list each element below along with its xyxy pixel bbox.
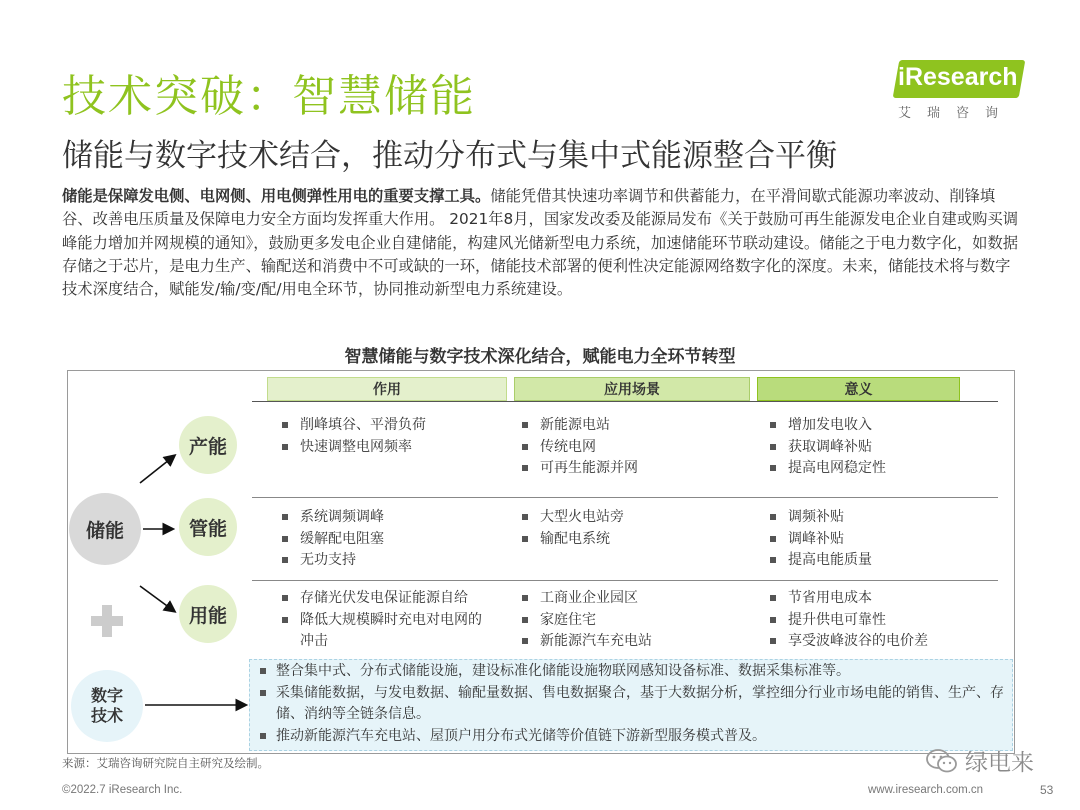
row2-effects: [278, 507, 384, 572]
list-item: 提升供电可靠性: [766, 610, 928, 632]
watermark: [925, 744, 1055, 778]
page-title: 技术突破：智慧储能: [62, 71, 476, 122]
watermark-text: 绿电来: [965, 750, 1034, 776]
list-item: 输配电系统: [518, 529, 624, 551]
list-item: 无功支持: [278, 550, 384, 572]
copyright: ©2022.7 iResearch Inc.: [62, 784, 183, 796]
list-item: 降低大规模瞬时充电对电网的冲击: [278, 610, 493, 653]
intro-paragraph: [62, 185, 1022, 301]
source-note: 来源：艾瑞咨询研究院自主研究及绘制。: [62, 756, 269, 770]
page-number: 53: [1040, 783, 1054, 797]
list-item: 提高电能质量: [766, 550, 872, 572]
list-item: 推动新能源汽车充电站、屋顶户用分布式光储等价值链下游新型服务模式普及。: [258, 726, 1004, 748]
row2-scenarios: [518, 507, 624, 550]
list-item: 新能源电站: [518, 415, 638, 437]
list-item: 获取调峰补贴: [766, 437, 886, 459]
header-divider: [252, 401, 998, 402]
list-item: 新能源汽车充电站: [518, 631, 652, 653]
website-link[interactable]: www.iresearch.com.cn: [868, 784, 984, 796]
digital-node-line1: 数字: [90, 686, 123, 705]
column-header-significance: 意义: [757, 377, 960, 401]
row1-effects: [278, 415, 426, 458]
digital-node-line2: 技术: [90, 706, 123, 725]
digital-tech-box: [249, 659, 1013, 751]
digital-tech-node: [71, 670, 143, 742]
list-item: 系统调频调峰: [278, 507, 384, 529]
intro-lead: 储能是保障发电侧、电网侧、用电侧弹性用电的重要支撑工具。: [62, 187, 491, 205]
row-divider-2: [252, 580, 998, 581]
intro-body: 储能凭借其快速功率调节和供蓄能力，在平滑间歇式能源功率波动、削锋填谷、改善电压质量及保障电力安全方面均发挥重大作用。 2021年8月，国家发改委及能源局发布《关于鼓励可再生能源发电企业自建或购买调峰能力增加并网规模的通知》，鼓励更多发电企业自建储能，构建风光储新型电力系统，加速储能环节联动建设。储能之于电力数字化，如数据存储之于芯片，是电力生产、输配送和消费中不可或缺的一环，储能技术部署的便利性决定能源网络数字化的深度。未来，储能技术将与数字技术深度结合，赋能发/输/变/配/用电全环节，协同推动新型电力系统建设。: [62, 187, 1019, 299]
list-item: 工商业企业园区: [518, 588, 652, 610]
row2-significance: [766, 507, 872, 572]
list-item: 调峰补贴: [766, 529, 872, 551]
row1-significance: [766, 415, 886, 480]
column-header-effect: 作用: [267, 377, 507, 401]
column-header-scenario: 应用场景: [514, 377, 750, 401]
energy-storage-node: 储能: [69, 493, 141, 565]
list-item: 可再生能源并网: [518, 458, 638, 480]
logo-chinese: 艾瑞咨询: [898, 106, 1015, 121]
iresearch-logo: [894, 60, 1024, 120]
list-item: 增加发电收入: [766, 415, 886, 437]
list-item: 存储光伏发电保证能源自给: [278, 588, 493, 610]
list-item: 采集储能数据，与发电数据、输配量数据、售电数据聚合，基于大数据分析，掌控细分行业市场电能的销售、生产、存储、消纳等全链条信息。: [258, 683, 1004, 726]
management-node: 管能: [179, 498, 237, 556]
list-item: 削峰填谷、平滑负荷: [278, 415, 426, 437]
consumption-node: 用能: [179, 585, 237, 643]
plus-icon: [91, 605, 123, 637]
list-item: 节省用电成本: [766, 588, 928, 610]
page-subtitle: 储能与数字技术结合，推动分布式与集中式能源整合平衡: [62, 138, 837, 174]
list-item: 整合集中式、分布式储能设施，建设标准化储能设施物联网感知设备标准、数据采集标准等。: [258, 661, 1004, 683]
list-item: 缓解配电阻塞: [278, 529, 384, 551]
list-item: 传统电网: [518, 437, 638, 459]
list-item: 提高电网稳定性: [766, 458, 886, 480]
list-item: 享受波峰波谷的电价差: [766, 631, 928, 653]
list-item: 快速调整电网频率: [278, 437, 426, 459]
production-node: 产能: [179, 416, 237, 474]
row3-significance: [766, 588, 928, 653]
list-item: 家庭住宅: [518, 610, 652, 632]
wechat-icon: [925, 748, 959, 774]
diagram-title: 智慧储能与数字技术深化结合，赋能电力全环节转型: [344, 347, 736, 367]
row3-scenarios: [518, 588, 652, 653]
row1-scenarios: [518, 415, 638, 480]
list-item: 大型火电站旁: [518, 507, 624, 529]
list-item: 调频补贴: [766, 507, 872, 529]
logo-brand: iResearch: [898, 63, 1018, 91]
row3-effects: [278, 588, 493, 653]
row-divider-1: [252, 497, 998, 498]
